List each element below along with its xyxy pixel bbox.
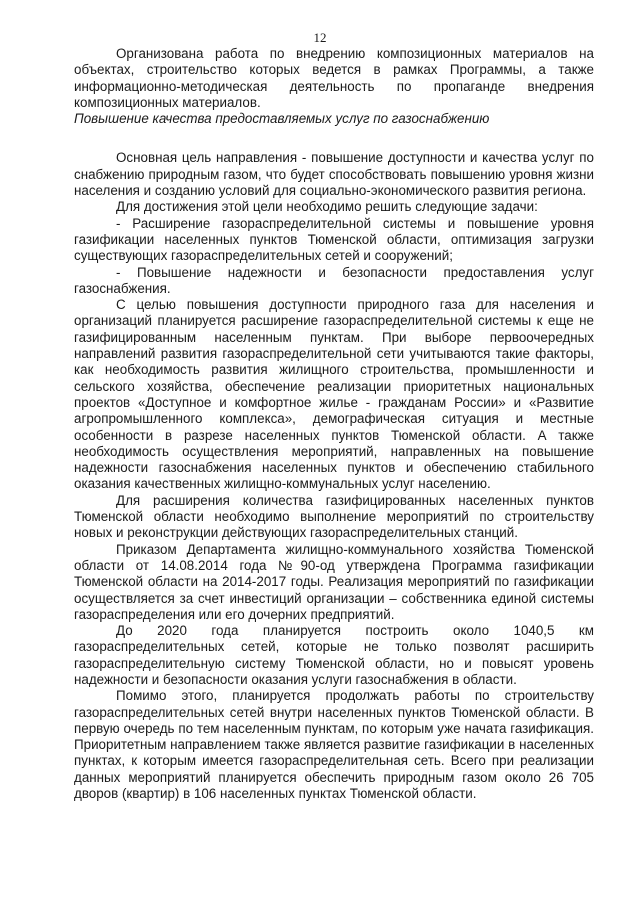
paragraph-goal: Основная цель направления - повышение доступности и качества услуг по снабжению природным газом, что будет способствовать повышению уровня жизни населения и созданию условий для социально-экономического развития региона. (74, 150, 594, 199)
paragraph-composites: Организована работа по внедрению композиционных материалов на объектах, строительство которых ведется в рамках Программы, а также информационно-методическая деятельность по пропаганде внедрения композиционных материалов. (74, 46, 594, 110)
paragraph-task-1: - Расширение газораспределительной системы и повышение уровня газификации населенных пунктов Тюменской области, оптимизация загрузки существующих газораспределительных сетей и сооружений; (74, 215, 594, 264)
page-number: 12 (313, 30, 327, 45)
paragraph-2020-plan: До 2020 года планируется построить около 1040,5 км газораспределительных сетей, которые не только позволят расширить газораспределительную систему Тюменской области, но и повысят уровень надежности и безопасности оказания услуги газоснабжения в области. (74, 623, 594, 687)
paragraph-order: Приказом Департамента жилищно-коммунального хозяйства Тюменской области от 14.08.2014 года №90-од утверждена Программа газификации Тюменской области на 2014-2017 годы. Реализация мероприятий по газификации осуществляется за счет инвестиций организации – собственника единой системы газораспределения или его дочерних предприятий. (74, 541, 594, 622)
paragraph-internal-networks: Помимо этого, планируется продолжать работы по строительству газораспределительных сетей внутри населенных пунктов Тюменской области. В первую очередь по тем населенным пунктам, по которым уже начата газификация. Приоритетным направлением также является развитие газификации в населенных пунктах, к которым имеется газораспределительная сеть. Всего при реализации данных мероприятий планируется обеспечить природным газом около 26 705 дворов (квартир) в 106 населенных пунктах Тюменской области. (74, 688, 594, 802)
document-body (74, 46, 594, 802)
paragraph-task-2: - Повышение надежности и безопасности предоставления услуг газоснабжения. (74, 264, 594, 296)
paragraph-stations: Для расширения количества газифицированных населенных пунктов Тюменской области необходимо выполнение мероприятий по строительству новых и реконструкции действующих газораспределительных станций. (74, 492, 594, 541)
paragraph-expansion: С целью повышения доступности природного газа для населения и организаций планируется расширение газораспределительной системы к еще не газифицированным населенным пунктам. При выборе первоочередных направлений развития газораспределительной сети учитываются такие факторы, как необходимость развития жилищного строительства, промышленности и сельского хозяйства, обеспечение реализации приоритетных национальных проектов «Доступное и комфортное жилье - гражданам России» и «Развитие агропромышленного комплекса», демографическая ситуация и местные особенности в разрезе населенных пунктов Тюменской области. А также необходимость осуществления мероприятий, направленных на повышение надежности газоснабжения населенных пунктов и обеспечению стабильного оказания качественных жилищно-коммунальных услуг населению. (74, 297, 594, 492)
section-heading: Повышение качества предоставляемых услуг по газоснабжению (74, 111, 490, 127)
paragraph-tasks-intro: Для достижения этой цели необходимо решить следующие задачи: (116, 199, 538, 215)
